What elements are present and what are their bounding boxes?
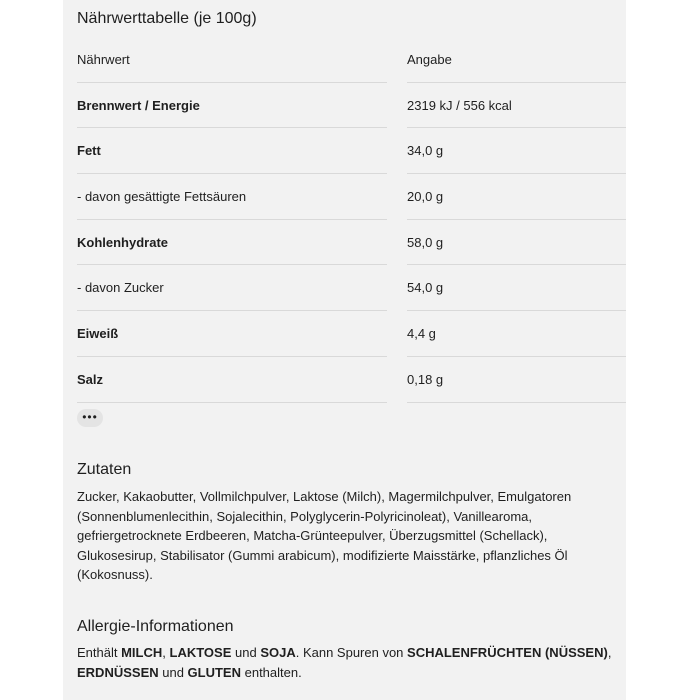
allergy-text-part: und — [231, 645, 261, 660]
nutrient-name: - davon Zucker — [77, 265, 387, 311]
allergy-text-part: , — [607, 645, 612, 660]
nutrient-name: Salz — [77, 357, 387, 403]
table-row — [77, 174, 626, 220]
allergy-text-part: Enthält — [77, 645, 122, 660]
table-row — [77, 357, 626, 403]
nutrient-value: 0,18 g — [407, 357, 626, 403]
allergen: SOJA — [260, 645, 296, 660]
nutrient-value: 54,0 g — [407, 265, 626, 311]
nutrient-name: Kohlenhydrate — [77, 220, 387, 266]
nutrition-rows — [77, 83, 626, 403]
table-row — [77, 265, 626, 311]
nutrient-value: 4,4 g — [407, 311, 626, 357]
product-info-panel — [63, 0, 626, 700]
allergen: GLUTEN — [187, 664, 241, 680]
nutrient-name: Brennwert / Energie — [77, 83, 387, 129]
table-row — [77, 220, 626, 266]
allergen: LAKTOSE — [169, 645, 232, 660]
nutrition-table — [77, 37, 626, 403]
allergen: MILCH — [121, 645, 163, 660]
ingredients-text: Zucker, Kakaobutter, Vollmilchpulver, Laktose (Milch), Magermilchpulver, Emulgatoren (Sonnenblumenlecithin, Sojalecithin, Polyglycerin-Polyricinoleat), Vanillearoma, gefriergetrocknete Erdbeeren, Matcha-Grünteepulver, Überzugsmittel (Schellack), Glukosesirup, Stabilisator (Gummi arabicum), modifizierte Maisstärke, pflanzliches Öl (Kokosnuss). — [77, 489, 572, 582]
nutrient-name: - davon gesättigte Fettsäuren — [77, 174, 387, 220]
allergy-title: Allergie-Informationen — [77, 618, 234, 635]
ingredients-title: Zutaten — [77, 461, 132, 478]
table-row — [77, 311, 626, 357]
more-options-button[interactable]: ••• — [77, 409, 103, 427]
allergen: SCHALENFRÜCHTEN (NÜSSEN) — [407, 645, 608, 660]
nutrient-value: 58,0 g — [407, 220, 626, 266]
nutrient-value: 20,0 g — [407, 174, 626, 220]
header-value: Angabe — [407, 37, 626, 83]
header-nutrient: Nährwert — [77, 37, 387, 83]
nutrition-table-title: Nährwerttabelle (je 100g) — [77, 10, 257, 27]
nutrient-name: Fett — [77, 128, 387, 174]
nutrient-value: 34,0 g — [407, 128, 626, 174]
allergy-text-part: . Kann Spuren von — [295, 645, 408, 660]
table-row — [77, 83, 626, 129]
allergy-text-part: , — [162, 645, 170, 660]
nutrient-value: 2319 kJ / 556 kcal — [407, 83, 626, 129]
allergy-text — [77, 643, 617, 682]
allergen: ERDNÜSSEN — [77, 664, 159, 680]
nutrient-name: Eiweiß — [77, 311, 387, 357]
nutrition-table-header — [77, 37, 626, 83]
allergy-text-part: enthalten. — [241, 664, 302, 680]
allergy-text-part: und — [158, 664, 188, 680]
table-row — [77, 128, 626, 174]
